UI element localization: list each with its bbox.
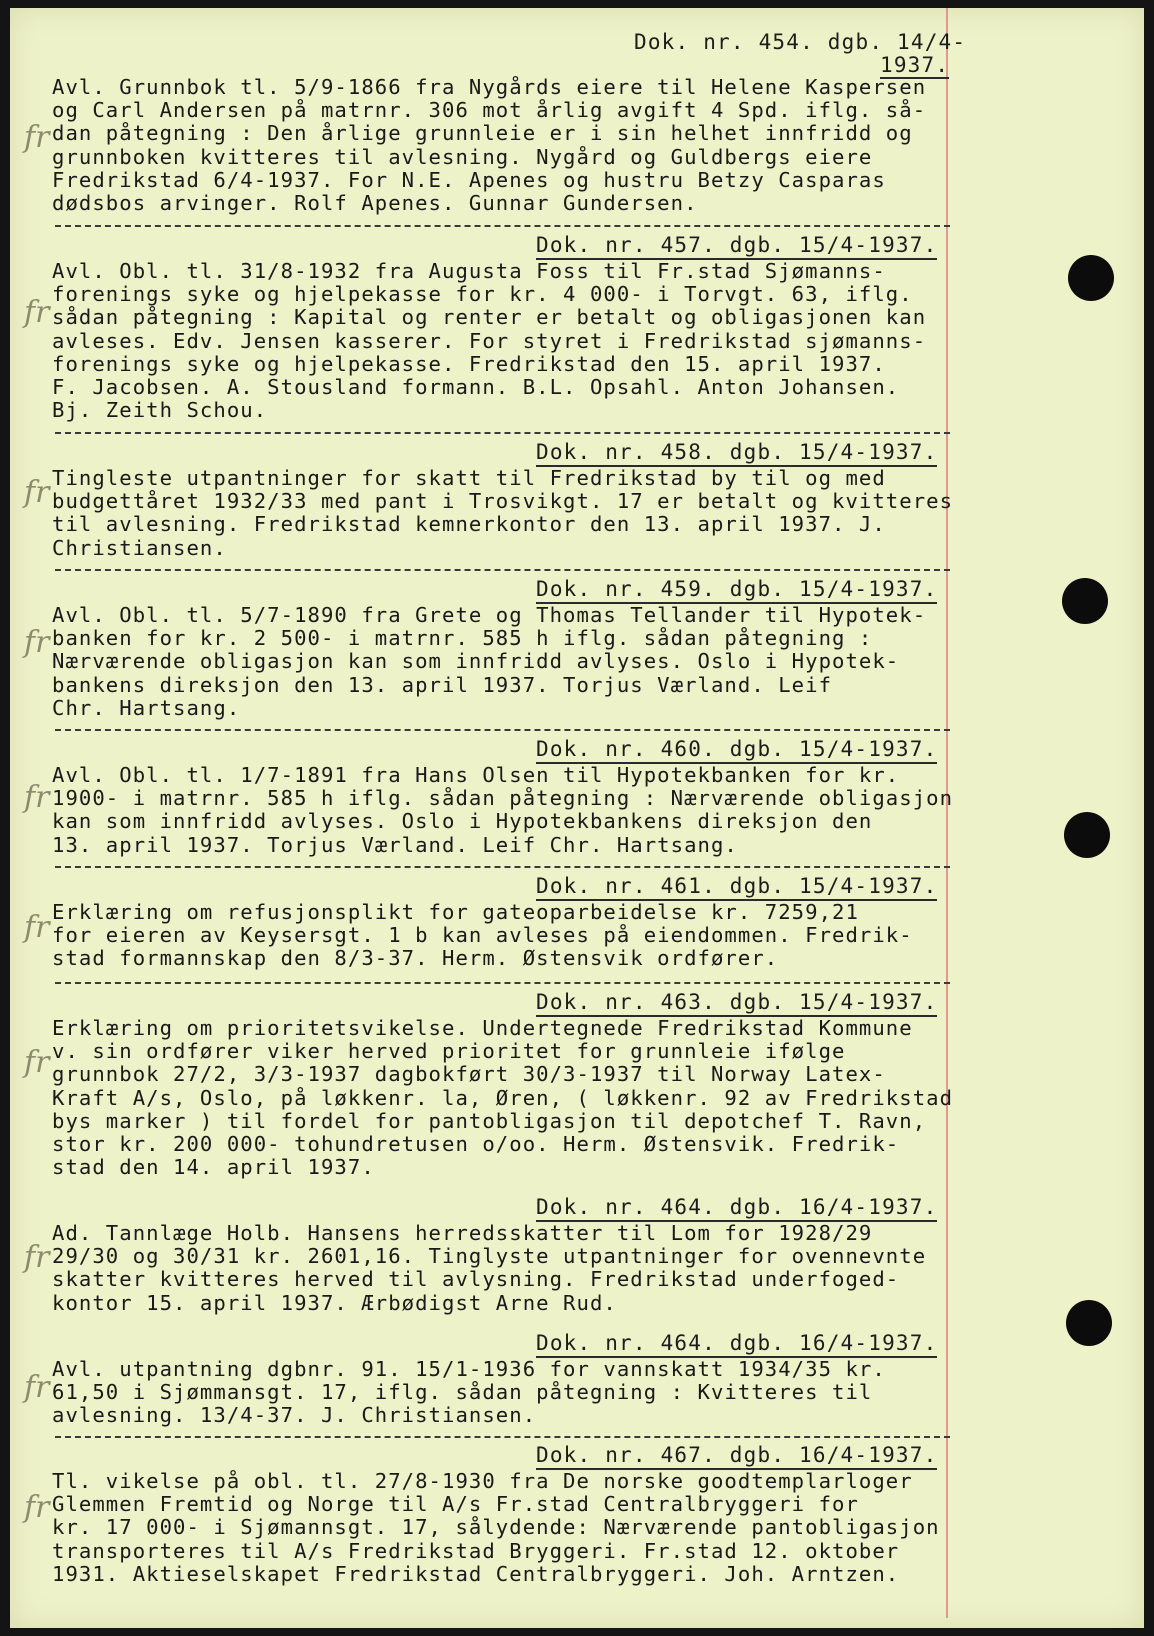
margin-initials: fr bbox=[24, 910, 50, 945]
entry-header: Dok. nr. 464. dgb. 16/4-1937. bbox=[536, 1195, 937, 1222]
margin-initials: fr bbox=[24, 1490, 50, 1525]
margin-initials: fr bbox=[24, 475, 50, 510]
entry-body: Tl. vikelse på obl. tl. 27/8-1930 fra De norske goodtemplarloger Glemmen Fremtid og Norge til A/s Fr.stad Centralbryggeri for kr. 17 000- i Sjømannsgt. 17, sålydende: Nærværende pantobligasjon transporteres til A/s Fredrikstad Bryggeri. Fr.stad 12. oktober 1931. Aktieselskapet Fredrikstad Centralbryggeri. Joh. Arntzen. bbox=[52, 1469, 940, 1586]
entry-body: Avl. Obl. tl. 5/7-1890 fra Grete og Thomas Tellander til Hypotek- banken for kr. 2 500- i matrnr. 585 h iflg. sådan påtegning : Nærværende obligasjon kan som innfridd avlyses. Oslo i Hypotek- bankens direksjon den 13. april 1937. Torjus Værland. Leif Chr. Hartsang. bbox=[52, 603, 927, 720]
margin-initials: fr bbox=[24, 625, 50, 660]
punch-hole bbox=[1064, 812, 1110, 858]
entry-body: Avl. Grunnbok tl. 5/9-1866 fra Nygårds eiere til Helene Kaspersen og Carl Andersen på matrnr. 306 mot årlig avgift 4 Spd. iflg. så- dan påtegning : Den årlige grunnleie er i sin helhet innfridd og grunnboken kvitteres til avlesning. Nygård og Guldbergs eiere Fredrikstad 6/4-1937. For N.E. Apenes og hustru Betzy Casparas dødsbos arvinger. Rolf Apenes. Gunnar Gundersen. bbox=[52, 75, 927, 216]
entry-body: Avl. Obl. tl. 31/8-1932 fra Augusta Foss til Fr.stad Sjømanns- forenings syke og hjelpekasse for kr. 4 000- i Torvgt. 63, iflg. sådan påtegning : Kapital og renter er betalt og obligasjonen kan avleses. Edv. Jensen kasserer. For styret i Fredrikstad sjømanns- forenings syke og hjelpekasse. Fredrikstad den 15. april 1937. F. Jacobsen. A. Stousland formann. B.L. Opsahl. Anton Johansen. Bj. Zeith Schou. bbox=[52, 259, 927, 423]
margin-initials: fr bbox=[24, 1240, 50, 1275]
entry-body: Erklæring om refusjonsplikt for gateoparbeidelse kr. 7259,21 for eieren av Keysersgt. 1 b kan avleses på eiendommen. Fredrik- stad formannskap den 8/3-37. Herm. Østensvik ordfører. bbox=[52, 900, 913, 971]
entry-body: Tingleste utpantninger for skatt til Fredrikstad by til og med budgettåret 1932/33 med pant i Trosvikgt. 17 er betalt og kvitteres til avlesning. Fredrikstad kemnerkontor den 13. april 1937. J. Christiansen. bbox=[52, 466, 954, 560]
entry-separator bbox=[55, 432, 950, 434]
entry-body: Avl. utpantning dgbnr. 91. 15/1-1936 for vannskatt 1934/35 kr. 61,50 i Sjømmansgt. 17, iflg. sådan påtegning : Kvitteres til avlesning. 13/4-37. J. Christiansen. bbox=[52, 1357, 886, 1428]
punch-hole bbox=[1068, 255, 1114, 301]
entry-body: Erklæring om prioritetsvikelse. Undertegnede Fredrikstad Kommune v. sin ordfører viker herved prioritet for grunnleie ifølge grunnbok 27/2, 3/3-1937 dagbokført 30/3-1937 til Norway Latex- Kraft A/s, Oslo, på løkkenr. la, Øren, ( løkkenr. 92 av Fredrikstad bys marker ) til fordel for pantobligasjon til depotchef T. Ravn, stor kr. 200 000- tohundretusen o/oo. Herm. Østensvik. Fredrik- stad den 14. april 1937. bbox=[52, 1016, 954, 1180]
entry-separator bbox=[55, 569, 950, 571]
entry-separator bbox=[55, 225, 950, 227]
entry-header: Dok. nr. 454. dgb. 14/4- bbox=[634, 30, 967, 54]
entry-header: Dok. nr. 464. dgb. 16/4-1937. bbox=[536, 1331, 937, 1358]
entry-separator bbox=[55, 729, 950, 731]
entry-header: Dok. nr. 459. dgb. 15/4-1937. bbox=[536, 577, 937, 604]
margin-initials: fr bbox=[24, 120, 50, 155]
margin-initials: fr bbox=[24, 295, 50, 330]
punch-hole bbox=[1062, 578, 1108, 624]
entry-header: Dok. nr. 460. dgb. 15/4-1937. bbox=[536, 737, 937, 764]
entry-separator bbox=[55, 1436, 950, 1438]
entry-body: Avl. Obl. tl. 1/7-1891 fra Hans Olsen til Hypotekbanken for kr. 1900- i matrnr. 585 h iflg. sådan påtegning : Nærværende obligasjon kan som innfridd avlyses. Oslo i Hypotekbankens direksjon den 13. april 1937. Torjus Værland. Leif Chr. Hartsang. bbox=[52, 763, 954, 857]
margin-initials: fr bbox=[24, 1370, 50, 1405]
entry-separator bbox=[55, 866, 950, 868]
entry-header: Dok. nr. 457. dgb. 15/4-1937. bbox=[536, 233, 937, 260]
entry-separator bbox=[55, 982, 950, 984]
margin-initials: fr bbox=[24, 1045, 50, 1080]
entry-header: Dok. nr. 467. dgb. 16/4-1937. bbox=[536, 1443, 937, 1470]
entry-header-continuation: 1937. bbox=[880, 53, 950, 77]
entry-header: Dok. nr. 461. dgb. 15/4-1937. bbox=[536, 874, 937, 901]
entry-header: Dok. nr. 463. dgb. 15/4-1937. bbox=[536, 990, 937, 1017]
punch-hole bbox=[1066, 1300, 1112, 1346]
margin-initials: fr bbox=[24, 780, 50, 815]
entry-header: Dok. nr. 458. dgb. 15/4-1937. bbox=[536, 440, 937, 467]
entry-body: Ad. Tannlæge Holb. Hansens herredsskatter til Lom for 1928/29 29/30 og 30/31 kr. 2601,16. Tinglyste utpantninger for ovennevnte skatter kvitteres herved til avlysning. Fredrikstad underfoged- kontor 15. april 1937. Ærbødigst Arne Rud. bbox=[52, 1221, 927, 1315]
